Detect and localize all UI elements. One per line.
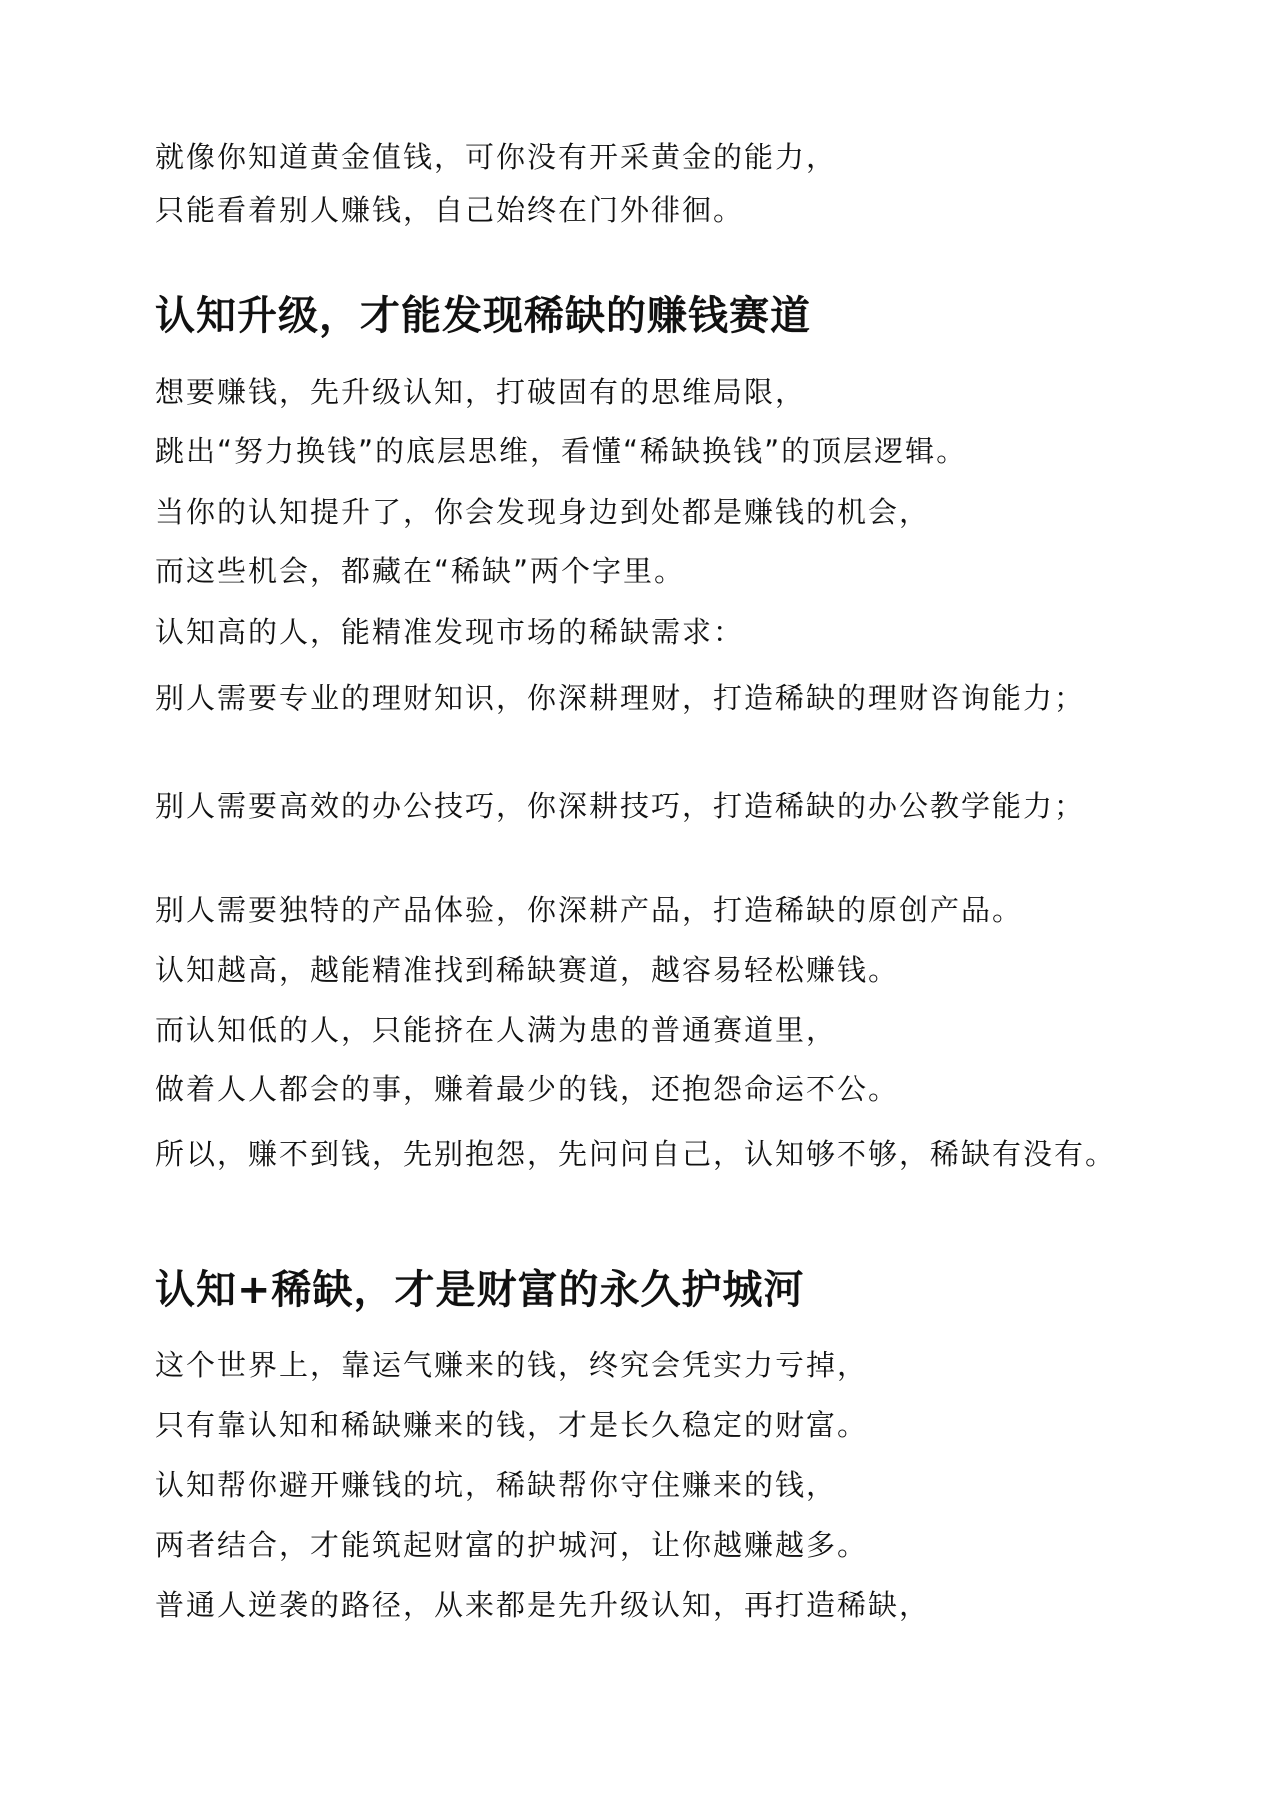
paragraph-line: 只有靠认知和稀缺赚来的钱，才是长久稳定的财富。 bbox=[155, 1408, 869, 1442]
paragraph-line: 认知高的人，能精准发现市场的稀缺需求： bbox=[155, 615, 745, 649]
paragraph-line: 就像你知道黄金值钱，可你没有开采黄金的能力， bbox=[155, 140, 838, 174]
section-heading: 认知升级，才能发现稀缺的赚钱赛道 bbox=[155, 293, 811, 339]
paragraph-line: 想要赚钱，先升级认知，打破固有的思维局限， bbox=[155, 375, 807, 409]
paragraph-line: 做着人人都会的事，赚着最少的钱，还抱怨命运不公。 bbox=[155, 1072, 900, 1106]
paragraph-line: 别人需要高效的办公技巧，你深耕技巧，打造稀缺的办公教学能力； bbox=[155, 789, 1086, 823]
paragraph-line: 两者结合，才能筑起财富的护城河，让你越赚越多。 bbox=[155, 1528, 869, 1562]
paragraph-line: 普通人逆袭的路径，从来都是先升级认知，再打造稀缺， bbox=[155, 1588, 931, 1622]
paragraph-line: 跳出“努力换钱”的底层思维，看懂“稀缺换钱”的顶层逻辑。 bbox=[155, 434, 968, 468]
paragraph-line: 别人需要独特的产品体验，你深耕产品，打造稀缺的原创产品。 bbox=[155, 893, 1024, 927]
section-heading: 认知+稀缺，才是财富的永久护城河 bbox=[155, 1267, 805, 1313]
paragraph-line: 认知帮你避开赚钱的坑，稀缺帮你守住赚来的钱， bbox=[155, 1468, 838, 1502]
paragraph-line: 这个世界上，靠运气赚来的钱，终究会凭实力亏掉， bbox=[155, 1348, 869, 1382]
paragraph-line: 当你的认知提升了，你会发现身边到处都是赚钱的机会， bbox=[155, 495, 931, 529]
paragraph-line: 而这些机会，都藏在“稀缺”两个字里。 bbox=[155, 554, 686, 588]
paragraph-line: 别人需要专业的理财知识，你深耕理财，打造稀缺的理财咨询能力； bbox=[155, 681, 1086, 715]
paragraph-line: 只能看着别人赚钱，自己始终在门外徘徊。 bbox=[155, 193, 745, 227]
paragraph-line: 而认知低的人，只能挤在人满为患的普通赛道里， bbox=[155, 1013, 838, 1047]
paragraph-line: 所以，赚不到钱，先别抱怨，先问问自己，认知够不够，稀缺有没有。 bbox=[155, 1137, 1117, 1171]
paragraph-line: 认知越高，越能精准找到稀缺赛道，越容易轻松赚钱。 bbox=[155, 953, 900, 987]
